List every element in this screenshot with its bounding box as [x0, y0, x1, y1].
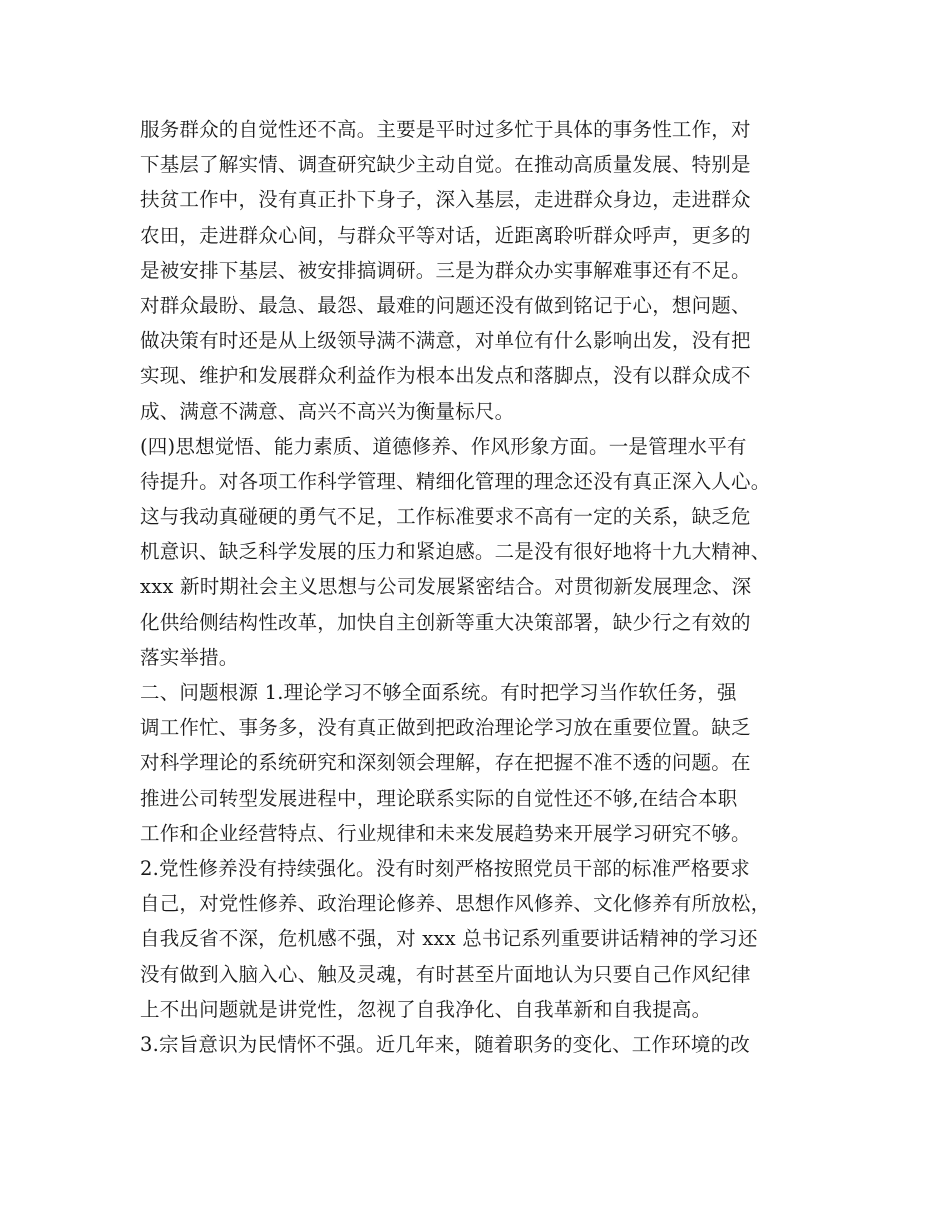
- body-text: [140, 112, 830, 1062]
- text-line: 自我反省不深，危机感不强，对 xxx 总书记系列重要讲话精神的学习还: [140, 927, 758, 951]
- text-line: 上不出问题就是讲党性，忽视了自我净化、自我革新和自我提高。: [140, 997, 712, 1021]
- text-line: 落实举措。: [140, 645, 239, 669]
- text-line: 成、满意不满意、高兴不高兴为衡量标尺。: [140, 399, 515, 423]
- text-line: 机意识、缺乏科学发展的压力和紧迫感。二是没有很好地将十九大精神、: [140, 540, 771, 564]
- text-line: xxx 新时期社会主义思想与公司发展紧密结合。对贯彻新发展理念、深: [140, 575, 752, 599]
- text-line: 实现、维护和发展群众利益作为根本出发点和落脚点，没有以群众成不: [140, 364, 751, 388]
- section-heading-line: 二、问题根源 1.理论学习不够全面系统。有时把学习当作软任务，强: [140, 681, 737, 704]
- text-line: 推进公司转型发展进程中，理论联系实际的自觉性还不够,在结合本职: [140, 786, 738, 810]
- text-line: 是被安排下基层、被安排搞调研。三是为群众办实事解难事还有不足。: [140, 258, 751, 282]
- text-line: 待提升。对各项工作科学管理、精细化管理的理念还没有真正深入人心。: [140, 469, 771, 493]
- text-line: 化供给侧结构性改革，加快自主创新等重大决策部署，缺少行之有效的: [140, 610, 751, 634]
- text-line: 下基层了解实情、调查研究缺少主动自觉。在推动高质量发展、特别是: [140, 153, 751, 177]
- text-line: 自己，对党性修养、政治理论修养、思想作风修养、文化修养有所放松，: [140, 892, 771, 916]
- text-line: 扶贫工作中，没有真正扑下身子，深入基层，走进群众身边，走进群众: [140, 188, 751, 212]
- text-line: 做决策有时还是从上级领导满不满意，对单位有什么影响出发，没有把: [140, 329, 751, 353]
- numbered-item-line: 2.党性修养没有持续强化。没有时刻严格按照党员干部的标准严格要求: [140, 856, 751, 880]
- text-line: 对科学理论的系统研究和深刻领会理解，存在把握不准不透的问题。在: [140, 751, 751, 775]
- text-line: 这与我动真碰硬的勇气不足，工作标准要求不高有一定的关系，缺乏危: [140, 505, 751, 529]
- section-heading-line: (四)思想觉悟、能力素质、道德修养、作风形象方面。一是管理水平有: [140, 434, 747, 458]
- numbered-item-line: 3.宗旨意识为民情怀不强。近几年来，随着职务的变化、工作环境的改: [140, 1032, 751, 1056]
- text-line: 对群众最盼、最急、最怨、最难的问题还没有做到铭记于心，想问题、: [140, 293, 751, 317]
- text-line: 工作和企业经营特点、行业规律和未来发展趋势来开展学习研究不够。: [140, 821, 751, 845]
- text-line: 没有做到入脑入心、触及灵魂，有时甚至片面地认为只要自己作风纪律: [140, 962, 751, 986]
- text-line: 服务群众的自觉性还不高。主要是平时过多忙于具体的事务性工作，对: [140, 118, 751, 141]
- text-line: 农田，走进群众心间，与群众平等对话，近距离聆听群众呼声，更多的: [140, 223, 751, 247]
- text-line: 调工作忙、事务多，没有真正做到把政治理论学习放在重要位置。缺乏: [140, 716, 751, 740]
